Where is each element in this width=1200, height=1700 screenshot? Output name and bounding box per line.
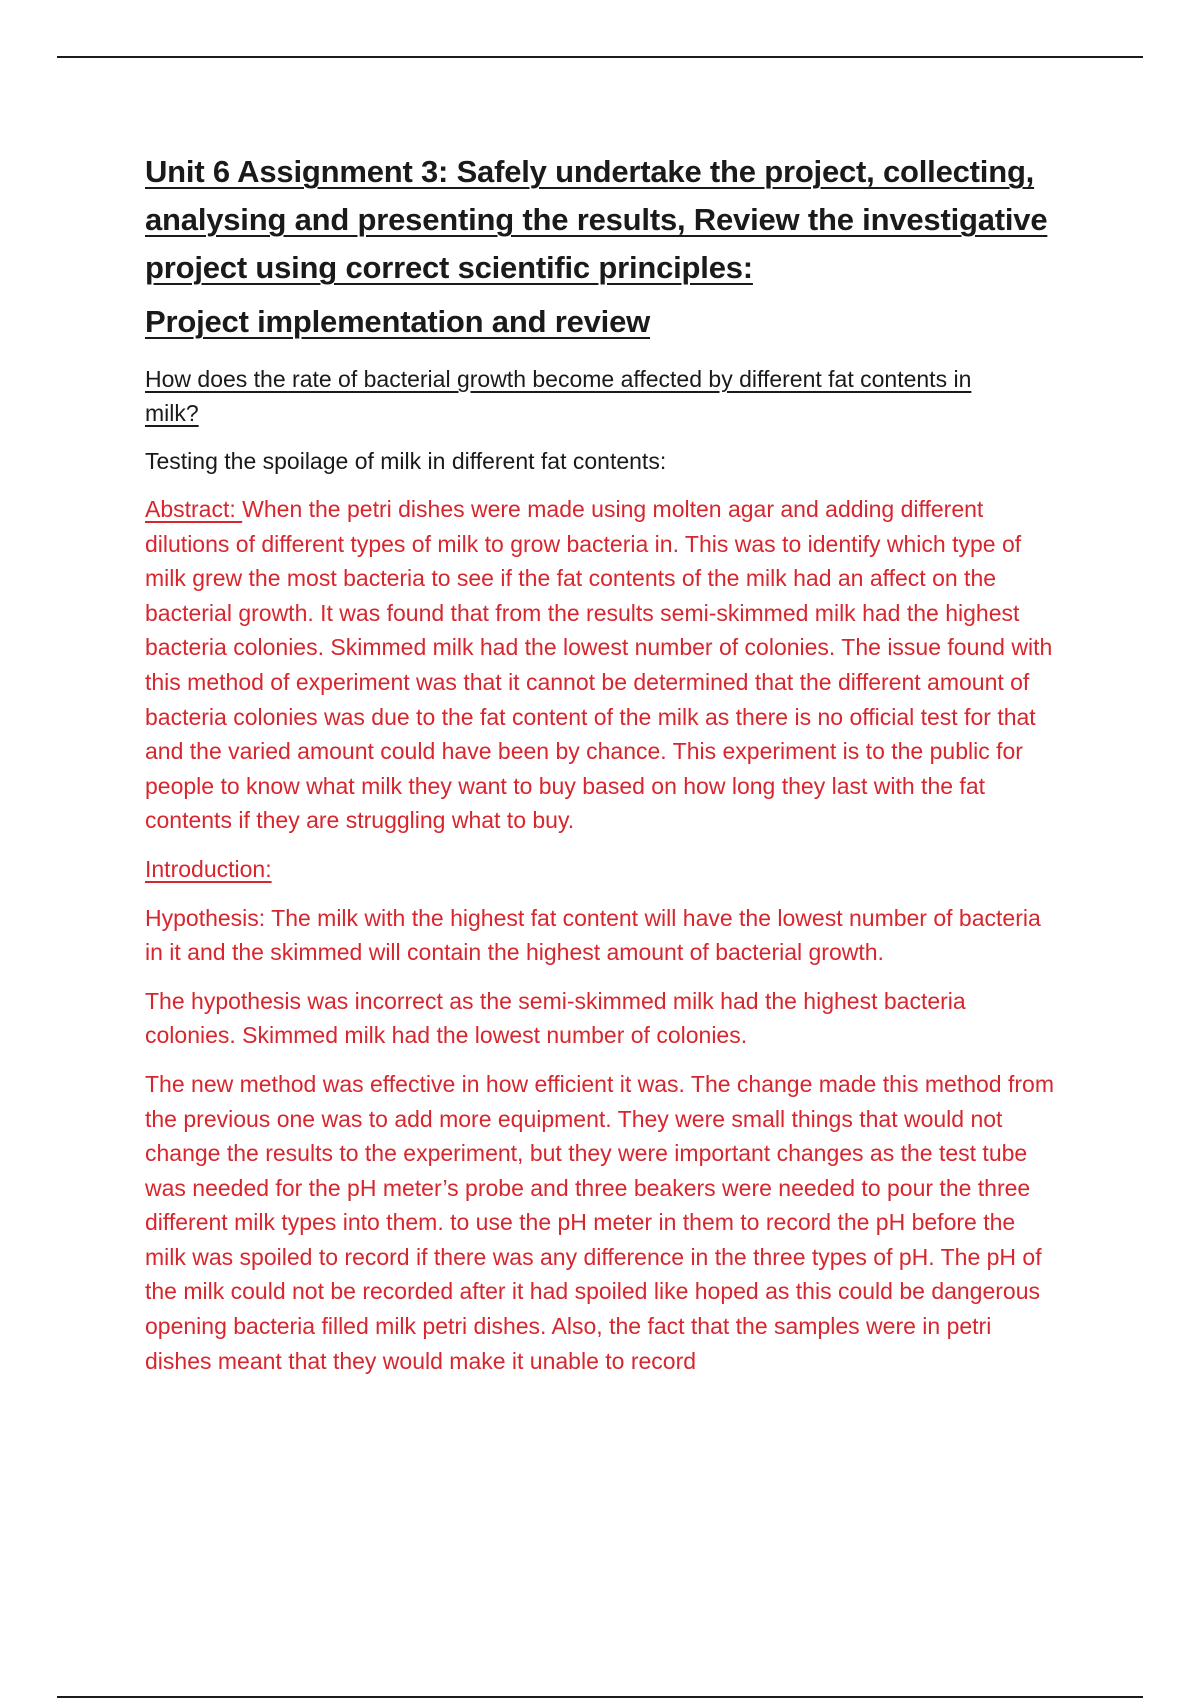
testing-statement: Testing the spoilage of milk in different fat contents: [145, 448, 667, 474]
abstract-paragraph [145, 492, 1060, 838]
footer-rule [57, 1696, 1143, 1698]
introduction-heading [145, 852, 1060, 887]
assignment-title: Unit 6 Assignment 3: Safely undertake the project, collecting, analysing and presenting the results, Review the investigative project using correct scientific principles: [145, 154, 1048, 285]
method-paragraph: The new method was effective in how efficient it was. The change made this method from the previous one was to add more equipment. They were small things that would not change the results to the experiment, but they were important changes as the test tube was needed for the pH meter’s probe and three beakers were needed to pour the three different milk types into them. to use the pH meter in them to record the pH before the milk was spoiled to record if there was any difference in the three types of pH. The pH of the milk could not be recorded after it had spoiled like hoped as this could be dangerous opening bacteria filled milk petri dishes. Also, the fact that the samples were in petri dishes meant that they would make it unable to record [145, 1070, 1054, 1374]
abstract-label: Abstract: [145, 496, 243, 522]
hypothesis-result-paragraph: The hypothesis was incorrect as the semi-skimmed milk had the highest bacteria colonies. Skimmed milk had the lowest number of colonies. [145, 987, 966, 1049]
hypothesis-paragraph: Hypothesis: The milk with the highest fat content will have the lowest number of bacteria in it and the skimmed will contain the highest amount of bacterial growth. [145, 904, 1041, 966]
section-heading: Project implementation and review [145, 304, 651, 339]
research-question: How does the rate of bacterial growth become affected by different fat contents in milk? [145, 366, 972, 426]
header-rule [57, 56, 1143, 58]
introduction-label: Introduction: [145, 855, 272, 882]
document-body [145, 148, 1060, 1378]
abstract-text: When the petri dishes were made using molten agar and adding different dilutions of different types of milk to grow bacteria in. This was to identify which type of milk grew the most bacteria to see if the fat contents of the milk had an affect on the bacterial growth. It was found that from the results semi-skimmed milk had the highest bacteria colonies. Skimmed milk had the lowest number of colonies. The issue found with this method of experiment was that it cannot be determined that the different amount of bacteria colonies was due to the fat content of the milk as there is no official test for that and the varied amount could have been by chance. This experiment is to the public for people to know what milk they want to buy based on how long they last with the fat contents if they are struggling what to buy. [145, 496, 1053, 834]
